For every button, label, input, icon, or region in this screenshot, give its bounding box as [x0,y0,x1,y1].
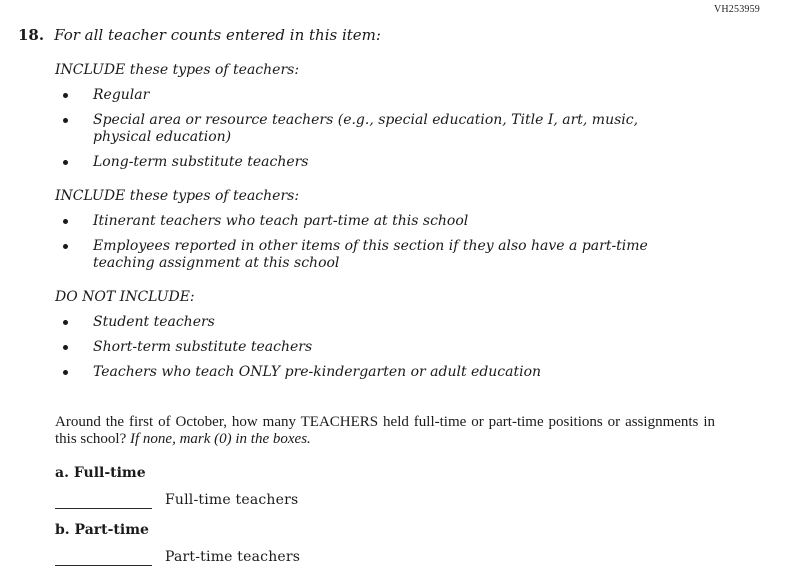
item-number: 18. [18,26,45,44]
question-note: If none, mark (0) in the boxes. [130,430,311,447]
bullet-dot-icon [63,118,68,123]
field-b-label: b. Part-time [55,522,149,538]
bullet-dot-icon [63,244,68,249]
bullet-text: Teachers who teach ONLY pre-kindergarten or adult education [93,364,542,380]
bullet-item [55,87,797,104]
question-main: Around the first of October, how many TEACHERS held full-time or part-time positions or assignments in this school? [55,414,715,447]
question-text [55,414,715,447]
part-time-caption: Part-time teachers [165,549,301,565]
include-section-1 [55,61,797,171]
bullet-dot-icon [63,370,68,375]
bullet-dot-icon [63,320,68,325]
do-not-include-heading: DO NOT INCLUDE: [55,289,195,305]
full-time-caption: Full-time teachers [165,492,299,508]
include-section-2-heading: INCLUDE these types of teachers: [55,188,300,204]
bullet-item [55,213,797,230]
bullet-item [55,339,797,356]
field-a-label: a. Full-time [55,465,146,481]
include-section-1-heading: INCLUDE these types of teachers: [55,62,300,78]
bullet-dot-icon [63,160,68,165]
part-time-count-blank[interactable] [55,550,152,566]
bullet-dot-icon [63,219,68,224]
field-a-row [55,492,797,509]
item-18-heading [18,26,797,45]
bullet-text: Student teachers [93,314,215,330]
bullet-text: Itinerant teachers who teach part-time at this school [93,213,469,229]
do-not-include-section [55,288,797,381]
bullet-item [55,112,797,146]
item-18-body [55,61,797,566]
full-time-count-blank[interactable] [55,493,152,509]
bullet-item [55,364,797,381]
bullet-item [55,154,797,171]
field-b-row [55,549,797,566]
item-title: For all teacher counts entered in this item: [54,26,381,44]
bullet-text: Long-term substitute teachers [93,154,309,170]
bullet-item [55,314,797,331]
bullet-item [55,238,797,272]
bullet-text: Special area or resource teachers (e.g., special education, Title I, art, music, physical education) [93,112,639,145]
bullet-text: Regular [93,87,150,103]
bullet-text: Employees reported in other items of this section if they also have a part-time teaching assignment at this school [93,238,648,271]
form-code: VH253959 [713,4,760,15]
bullet-dot-icon [63,345,68,350]
include-section-2 [55,187,797,272]
bullet-text: Short-term substitute teachers [93,339,313,355]
bullet-dot-icon [63,93,68,98]
